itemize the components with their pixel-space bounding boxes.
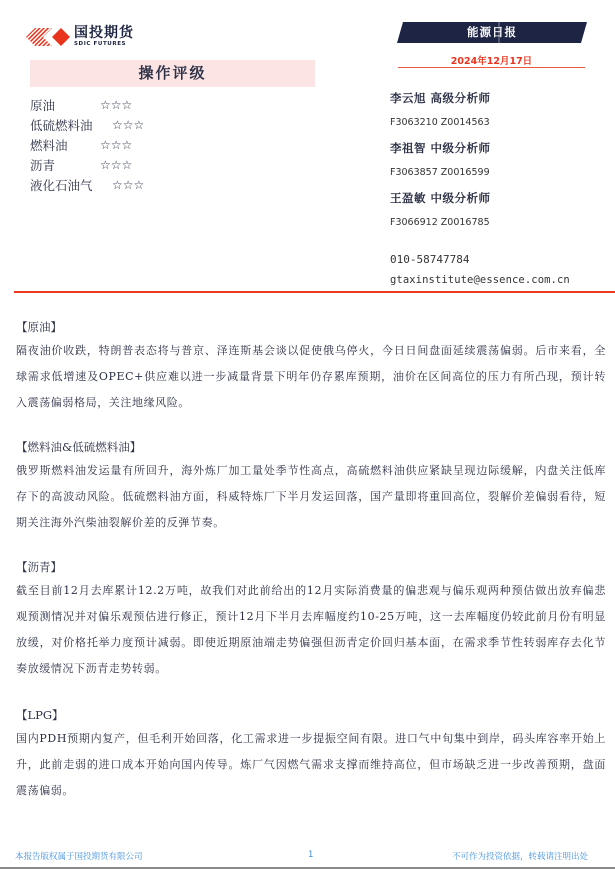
star-rating-icon: ☆☆☆ xyxy=(100,98,133,112)
date-divider xyxy=(398,67,585,68)
analyst-name: 李祖智 中级分析师 xyxy=(390,141,491,155)
rating-row-low-sulfur-fuel-oil xyxy=(30,115,144,135)
rating-name: 低硫燃料油 xyxy=(30,118,93,133)
report-type-title: 能源日报 xyxy=(467,25,517,39)
section-title: 【燃料油&低硫燃料油】 xyxy=(16,440,142,454)
analyst-license: F3063857 Z0016599 xyxy=(390,167,490,178)
header-divider xyxy=(14,291,615,293)
rating-list xyxy=(30,95,144,195)
section-title: 【原油】 xyxy=(16,320,62,334)
rating-row-lpg xyxy=(30,175,144,195)
rating-title: 操作评级 xyxy=(30,60,315,87)
rating-name: 燃料油 xyxy=(30,138,68,153)
analyst-list xyxy=(390,90,491,240)
copyright-notice: 本报告版权属于国投期货有限公司 xyxy=(15,852,143,862)
section-crude-oil xyxy=(16,316,606,416)
report-date: 2024年12月17日 xyxy=(450,56,533,67)
company-logo xyxy=(26,26,134,48)
section-lpg xyxy=(16,704,606,804)
footer-divider xyxy=(0,867,615,869)
section-asphalt xyxy=(16,556,606,682)
rating-row-fuel-oil xyxy=(30,135,144,155)
report-type-banner xyxy=(397,22,587,43)
analyst-name: 王盈敏 中级分析师 xyxy=(390,191,491,205)
page-number: 1 xyxy=(308,850,314,860)
section-body: 截至目前12月去库累计12.2万吨，故我们对此前给出的12月实际消费量的偏悲观与偏乐观两种预估做出放弃偏悲观预测情况并对偏乐观预估进行修正，预计12月下半月去库幅度约10-25万吨，这一去库幅度仍较此前月份有明显放缓，对价格托举力度预计减弱。即使近期原油端走势偏强但沥青定价回归基本面，在需求季节性转弱库存去化节奏放缓情况下沥青走势转弱。 xyxy=(16,584,606,675)
star-rating-icon: ☆☆☆ xyxy=(112,118,145,132)
logo-chinese-name: 国投期货 xyxy=(74,25,134,41)
star-rating-icon: ☆☆☆ xyxy=(100,158,133,172)
rating-name: 原油 xyxy=(30,98,56,113)
section-body: 隔夜油价收跌，特朗普表态将与普京、泽连斯基会谈以促使俄乌停火，今日日间盘面延续震荡偏弱。后市来看，全球需求低增速及OPEC+供应难以进一步减量背景下明年仍存累库预期，油价在区间高位的压力有所凸现，预计转入震荡偏弱格局，关注地缘风险。 xyxy=(16,344,606,409)
rating-row-crude-oil xyxy=(30,95,144,115)
rating-name: 沥青 xyxy=(30,158,56,173)
analyst-license: F3063210 Z0014563 xyxy=(390,117,490,128)
section-fuel-oil xyxy=(16,436,606,536)
star-rating-icon: ☆☆☆ xyxy=(112,178,145,192)
disclaimer-notice: 不可作为投资依据，转载请注明出处 xyxy=(451,852,588,862)
rating-name: 液化石油气 xyxy=(30,178,93,193)
contact-phone: 010-58747784 xyxy=(390,253,470,266)
star-rating-icon: ☆☆☆ xyxy=(100,138,133,152)
section-title: 【沥青】 xyxy=(16,560,62,574)
logo-diamond-icon xyxy=(26,28,70,46)
rating-row-asphalt xyxy=(30,155,144,175)
analyst-license: F3066912 Z0016785 xyxy=(390,217,490,228)
contact-email-link[interactable]: gtaxinstitute@essence.com.cn xyxy=(390,274,570,286)
logo-english-name: SDIC FUTURES xyxy=(74,41,127,47)
section-body: 俄罗斯燃料油发运量有所回升，海外炼厂加工量处季节性高点，高硫燃料油供应紧缺呈现边际缓解，内盘关注低库存下的高波动风险。低硫燃料油方面，科威特炼厂下半月发运回落，国产量即将重回高位，裂解价差偏弱看待，短期关注海外汽柴油裂解价差的反弹节奏。 xyxy=(16,464,606,529)
section-body: 国内PDH预期内复产，但毛利开始回落，化工需求进一步提振空间有限。进口气中旬集中到岸，码头库容率开始上升，此前走弱的进口成本开始向国内传导。炼厂气因燃气需求支撑而维持高位，但市场缺乏进一步改善预期，盘面震荡偏弱。 xyxy=(16,732,606,797)
section-title: 【LPG】 xyxy=(16,708,64,722)
page-footer xyxy=(0,850,615,864)
analyst-name: 李云旭 高级分析师 xyxy=(390,91,491,105)
